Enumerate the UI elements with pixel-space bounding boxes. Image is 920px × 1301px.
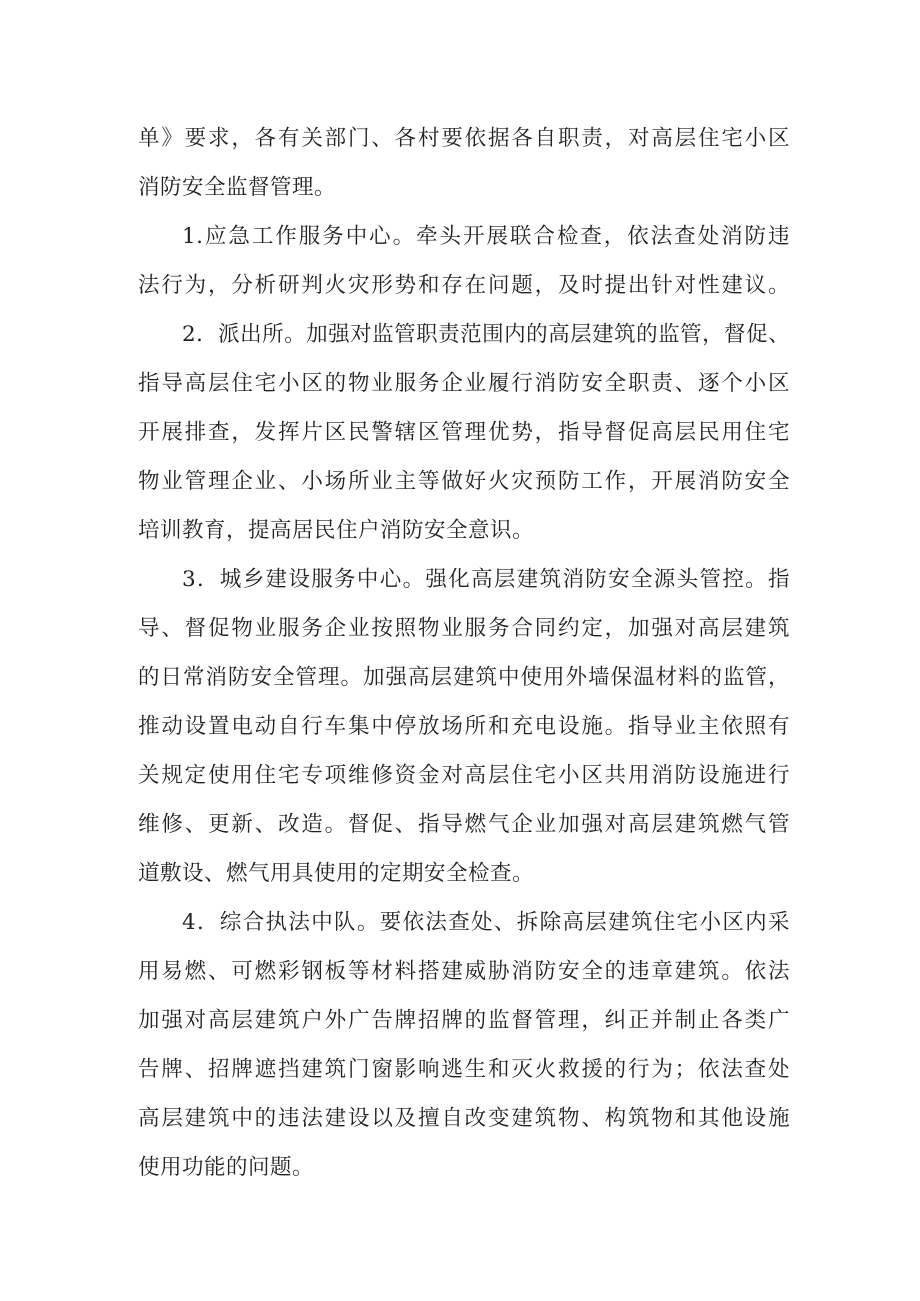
text-line: 使用功能的问题。	[138, 1155, 315, 1180]
text-line: 道敷设、燃气用具使用的定期安全检查。	[138, 861, 535, 886]
text-line: 物业管理企业、小场所业主等做好火灾预防工作，开展消防安全	[138, 469, 790, 494]
text-line: 导、督促物业服务企业按照物业服务合同约定，加强对高层建筑	[138, 616, 790, 641]
text-line: 推动设置电动自行车集中停放场所和充电设施。指导业主依照有	[138, 714, 790, 739]
text-line: 用易燃、可燃彩钢板等材料搭建威胁消防安全的违章建筑。依法	[138, 959, 790, 984]
text-line: 关规定使用住宅专项维修资金对高层住宅小区共用消防设施进行	[138, 763, 790, 788]
text-line: 3．城乡建设服务中心。强化高层建筑消防安全源头管控。指	[182, 567, 790, 592]
paragraph-intro-tail	[138, 114, 790, 212]
text-line: 的日常消防安全管理。加强高层建筑中使用外墙保温材料的监管，	[138, 665, 790, 690]
text-line: 加强对高层建筑户外广告牌招牌的监督管理，纠正并制止各类广	[138, 1008, 790, 1033]
text-line: 高层建筑中的违法建设以及擅自改变建筑物、构筑物和其他设施	[138, 1106, 790, 1131]
text-line: 培训教育，提高居民住户消防安全意识。	[138, 518, 535, 543]
text-line: 1.应急工作服务中心。牵头开展联合检查，依法查处消防违	[182, 224, 790, 249]
paragraph-item-2	[138, 310, 790, 555]
text-line: 2．派出所。加强对监管职责范围内的高层建筑的监管，督促、	[182, 322, 791, 347]
text-line: 开展排查，发挥片区民警辖区管理优势，指导督促高层民用住宅	[138, 420, 790, 445]
document-body	[138, 114, 790, 1192]
text-line: 指导高层住宅小区的物业服务企业履行消防安全职责、逐个小区	[138, 371, 790, 396]
text-line: 法行为，分析研判火灾形势和存在问题，及时提出针对性建议。	[138, 273, 790, 298]
paragraph-item-3	[138, 555, 790, 898]
text-line: 单》要求，各有关部门、各村要依据各自职责，对高层住宅小区	[138, 126, 790, 151]
text-line: 4．综合执法中队。要依法查处、拆除高层建筑住宅小区内采	[182, 910, 790, 935]
text-line: 告牌、招牌遮挡建筑门窗影响逃生和灭火救援的行为；依法查处	[138, 1057, 790, 1082]
paragraph-item-4	[138, 898, 790, 1192]
text-line: 维修、更新、改造。督促、指导燃气企业加强对高层建筑燃气管	[138, 812, 790, 837]
text-line: 消防安全监督管理。	[138, 175, 337, 200]
paragraph-item-1	[138, 212, 790, 310]
